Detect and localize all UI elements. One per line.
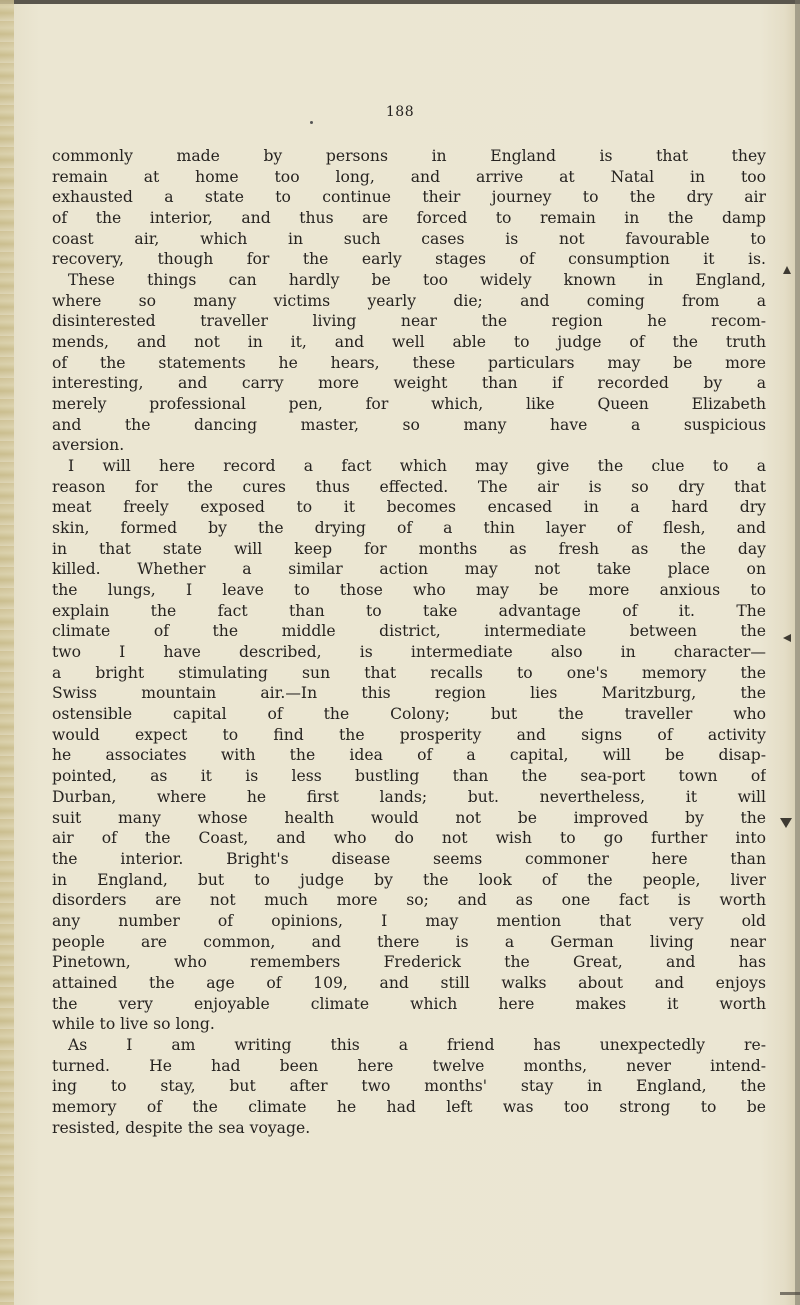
text-line: pointed, as it is less bustling than the sea-port town of xyxy=(52,767,766,786)
top-border xyxy=(0,0,800,4)
text-line: exhausted a state to continue their journey to the dry air xyxy=(52,188,766,207)
text-line: in that state will keep for months as fresh as the day xyxy=(52,539,766,558)
text-line: resisted, despite the sea voyage. xyxy=(52,1118,311,1137)
text-line: interesting, and carry more weight than if recorded by a xyxy=(52,374,766,393)
text-line: and the dancing master, so many have a suspicious xyxy=(52,415,766,434)
text-line: of the statements he hears, these particulars may be more xyxy=(52,353,766,372)
text-line: coast air, which in such cases is not favourable to xyxy=(52,229,766,248)
text-line: reason for the cures thus effected. The air is so dry that xyxy=(52,477,766,496)
page-number: 188 xyxy=(385,104,415,120)
text-line: people are common, and there is a German living near xyxy=(52,932,766,951)
text-line: disinterested traveller living near the region he recom- xyxy=(52,312,766,331)
margin-mark xyxy=(783,634,791,642)
text-line: I will here record a fact which may give the clue to a xyxy=(68,457,766,476)
text-line: Pinetown, who remembers Frederick the Great, and has xyxy=(52,953,766,972)
text-line: of the interior, and thus are forced to remain in the damp xyxy=(52,209,766,228)
text-line: Swiss mountain air.—In this region lies Maritzburg, the xyxy=(52,684,766,703)
margin-mark xyxy=(783,266,791,274)
bottom-edge-mark xyxy=(780,1292,800,1295)
text-line: mends, and not in it, and well able to judge of the truth xyxy=(52,333,766,352)
text-line: air of the Coast, and who do not wish to go further into xyxy=(52,829,766,848)
text-line: meat freely exposed to it becomes encased in a hard dry xyxy=(52,498,766,517)
text-line: would expect to find the prosperity and signs of activity xyxy=(52,725,766,744)
text-line: commonly made by persons in England is that they xyxy=(52,147,766,165)
text-line: any number of opinions, I may mention that very old xyxy=(52,911,766,930)
text-line: two I have described, is intermediate also in character— xyxy=(52,643,766,662)
text-line: killed. Whether a similar action may not take place on xyxy=(52,560,766,579)
ink-speck xyxy=(310,121,313,124)
text-line: memory of the climate he had left was too strong to be xyxy=(52,1097,766,1116)
left-page-edge xyxy=(0,0,14,1305)
text-line: merely professional pen, for which, like Queen Elizabeth xyxy=(52,395,766,414)
text-line: As I am writing this a friend has unexpectedly re- xyxy=(68,1035,766,1054)
text-line: while to live so long. xyxy=(52,1015,215,1034)
text-line: attained the age of 109, and still walks about and enjoys xyxy=(52,973,766,992)
body-text xyxy=(52,146,766,1138)
text-line: turned. He had been here twelve months, never intend- xyxy=(52,1056,766,1075)
text-line: remain at home too long, and arrive at Natal in too xyxy=(52,167,766,186)
text-line: ostensible capital of the Colony; but the traveller who xyxy=(52,705,766,724)
text-line: a bright stimulating sun that recalls to one's memory the xyxy=(52,663,766,682)
text-line: where so many victims yearly die; and coming from a xyxy=(52,291,766,310)
text-line: skin, formed by the drying of a thin layer of flesh, and xyxy=(52,519,766,538)
text-line: in England, but to judge by the look of the people, liver xyxy=(52,870,766,889)
text-line: explain the fact than to take advantage of it. The xyxy=(52,601,766,620)
text-line: the very enjoyable climate which here makes it worth xyxy=(52,994,766,1013)
text-line: aversion. xyxy=(52,436,125,455)
margin-mark xyxy=(780,818,792,828)
text-line: suit many whose health would not be improved by the xyxy=(52,808,766,827)
text-line: recovery, though for the early stages of consumption it is. xyxy=(52,250,766,269)
text-line: Durban, where he first lands; but. nevertheless, it will xyxy=(52,787,766,806)
right-page-edge xyxy=(795,0,800,1305)
text-line: climate of the middle district, intermediate between the xyxy=(52,622,766,641)
text-line: the lungs, I leave to those who may be more anxious to xyxy=(52,581,766,600)
text-line: the interior. Bright's disease seems commoner here than xyxy=(52,849,766,868)
text-line: These things can hardly be too widely known in England, xyxy=(68,271,766,290)
text-line: disorders are not much more so; and as one fact is worth xyxy=(52,891,766,910)
text-line: he associates with the idea of a capital, will be disap- xyxy=(52,746,766,765)
text-line: ing to stay, but after two months' stay in England, the xyxy=(52,1077,766,1096)
